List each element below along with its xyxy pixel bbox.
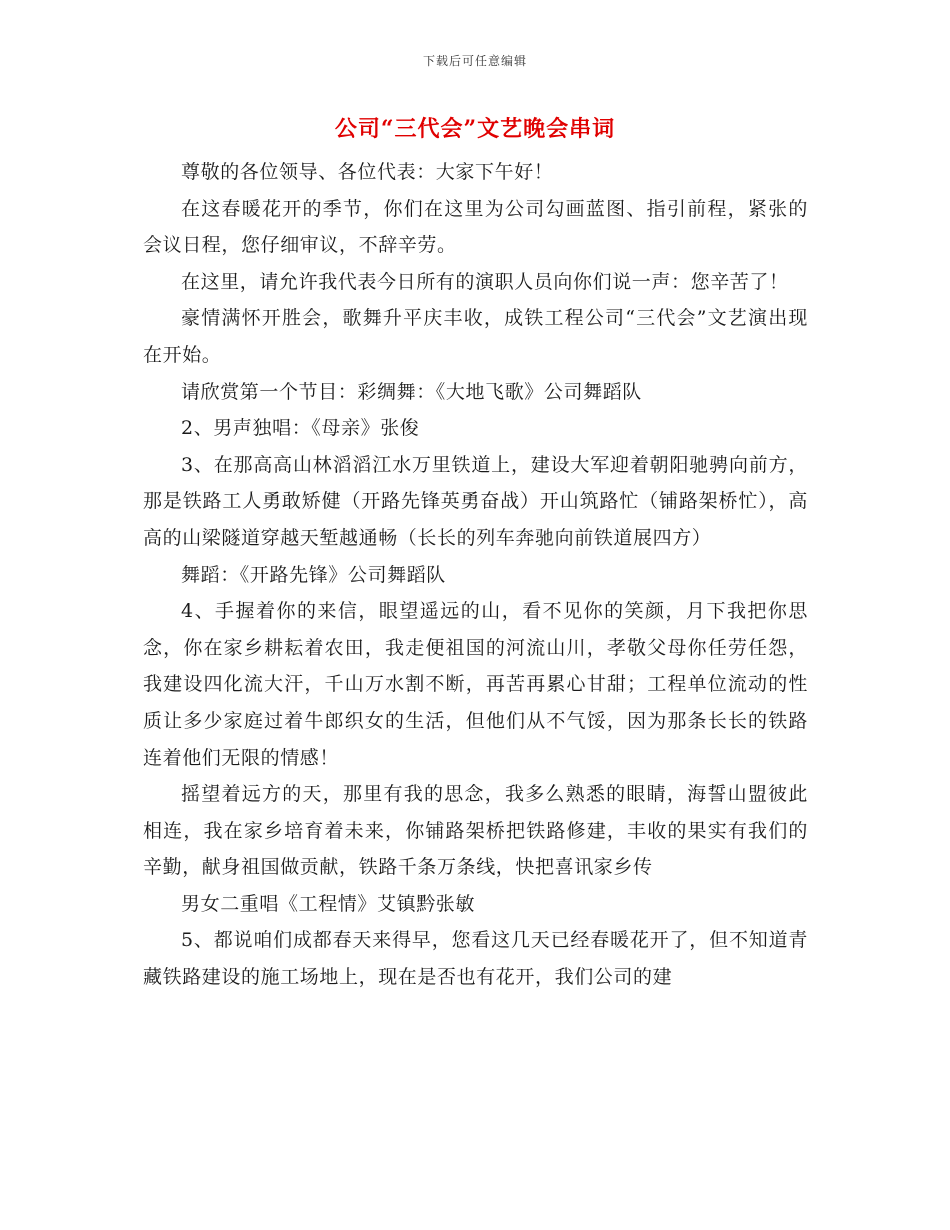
document-body [143,154,808,996]
paragraph-intro-3: 3、在那高高山林滔滔江水万里铁道上，建设大军迎着朝阳驰骋向前方，那是铁路工人勇敢矫健（开路先锋英勇奋战）开山筑路忙（铺路架桥忙），高高的山梁隧道穿越天堑越通畅（长长的列车奔驰向前铁道展四方） [143,453,808,549]
paragraph-program-4: 男女二重唱《工程情》艾镇黔张敏 [181,892,476,915]
paragraph-program-1: 请欣赏第一个节目：彩绸舞：《大地飞歌》公司舞蹈队 [181,380,642,403]
paragraph-thanks: 在这里，请允许我代表今日所有的演职人员向你们说一声：您辛苦了！ [181,270,789,293]
paragraph-opening: 在这春暖花开的季节，你们在这里为公司勾画蓝图、指引前程，紧张的会议日程，您仔细审议，不辞辛劳。 [143,197,808,257]
paragraph-program-3: 舞蹈：《开路先锋》公司舞蹈队 [181,563,446,586]
header-note: 下载后可任意编辑 [422,54,527,68]
paragraph-greeting: 尊敬的各位领导、各位代表：大家下午好！ [181,161,554,183]
paragraph-intro-4: 4、手握着你的来信，眼望遥远的山，看不见你的笑颜，月下我把你思念，你在家乡耕耘着农田，我走便祖国的河流山川，孝敬父母你任劳任怨，我建设四化流大汗，千山万水割不断，再苦再累心甘甜；工程单位流动的性质让多少家庭过着牛郎织女的生活，但他们从不气馁，因为那条长长的铁路连着他们无限的情感！ [143,600,808,769]
document-title: 公司“三代会”文艺晚会串词 [334,116,616,142]
paragraph-intro-4-cont: 摇望着远方的天，那里有我的思念，我多么熟悉的眼睛，海誓山盟彼此相连，我在家乡培育着未来，你铺路架桥把铁路修建，丰收的果实有我们的辛勤，献身祖国做贡献，铁路千条万条线，快把喜讯家乡传 [143,783,808,879]
paragraph-intro-5: 5、都说咱们成都春天来得早，您看这几天已经春暖花开了，但不知道青藏铁路建设的施工场地上，现在是否也有花开，我们公司的建 [143,929,808,989]
paragraph-program-2: 2、男声独唱：《母亲》张俊 [181,417,420,440]
paragraph-start: 豪情满怀开胜会，歌舞升平庆丰收，成铁工程公司“三代会”文艺演出现在开始。 [143,307,808,366]
